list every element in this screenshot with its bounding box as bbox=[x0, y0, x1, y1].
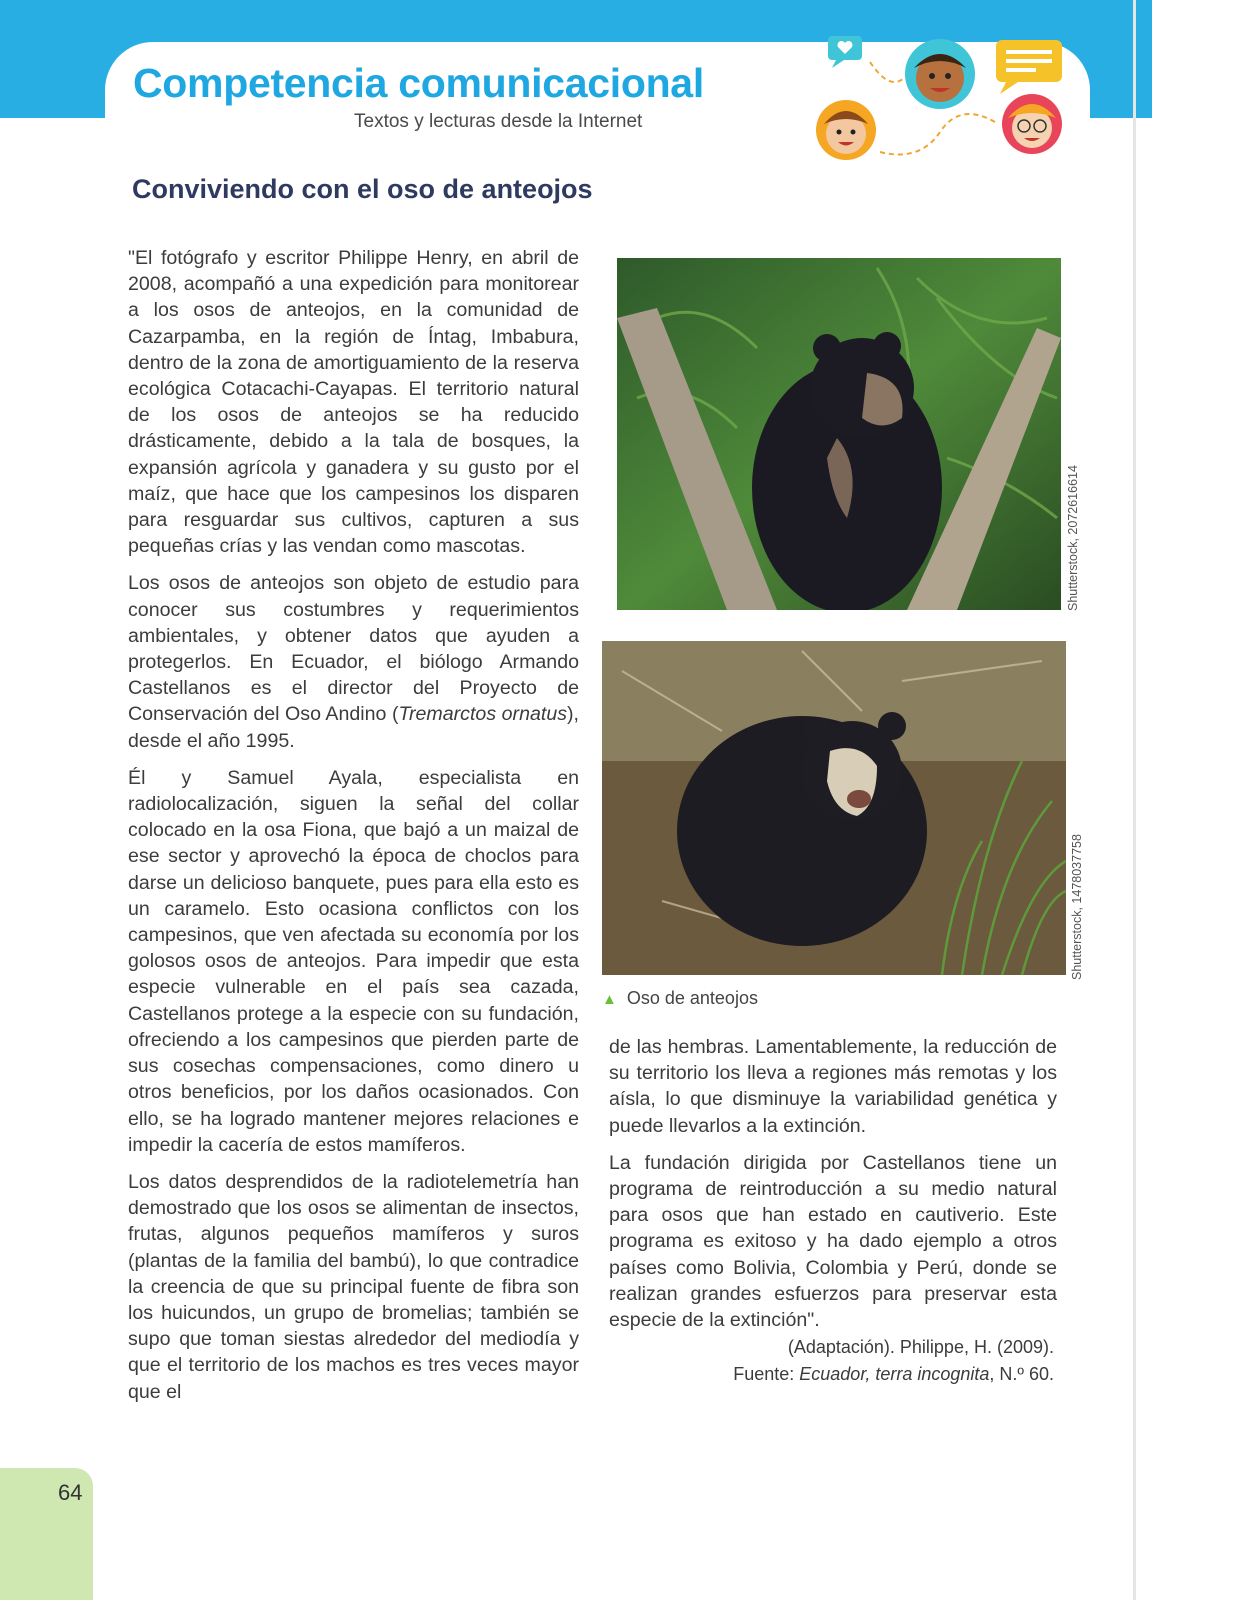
article-column-left bbox=[128, 245, 579, 1416]
article-title: Conviviendo con el oso de anteojos bbox=[132, 174, 593, 204]
child-avatar-icon bbox=[1002, 94, 1062, 154]
photo-credit: Shutterstock, 2072616614 bbox=[1066, 465, 1080, 611]
paragraph: Los osos de anteojos son objeto de estudio para conocer sus costumbres y requerimientos ambientales, y obtener datos que ayuden a protegerlos. En Ecuador, el biólogo Armando Castellanos es el director del Proyecto de Conservación del Oso Andino (Tremarctos ornatus), desde el año 1995. bbox=[128, 572, 579, 752]
chat-bubble-icon bbox=[996, 40, 1062, 94]
section-subtitle: Textos y lecturas desde la Internet bbox=[354, 111, 643, 132]
triangle-icon: ▲ bbox=[602, 991, 617, 1008]
child-avatar-icon bbox=[816, 100, 876, 160]
child-avatar-icon bbox=[905, 39, 975, 109]
page-edge bbox=[1133, 0, 1136, 1600]
paragraph: "El fotógrafo y escritor Philippe Henry, en abril de 2008, acompañó a una expedición para monitorear a los osos de anteojos, en la comunidad de Cazarpamba, en la región de Íntag, Imbabura, dentro de la zona de amortiguamiento de la reserva ecológica Cotacachi-Cayapas. El territorio natural de los osos de anteojos se ha reducido drásticamente, debido a la tala de bosques, la expansión agrícola y ganadera y su gusto por el maíz, que hace que los campesinos los disparen para resguardar sus cultivos, capturen a sus pequeñas crías y las vendan como mascotas. bbox=[128, 247, 579, 558]
source-citation: (Adaptación). Philippe, H. (2009). Fuente: Ecuador, terra incognita, N.º 60. bbox=[733, 1337, 1054, 1384]
paragraph: La fundación dirigida por Castellanos tiene un programa de reintroducción a su medio natural para osos que han estado en cautiverio. Este programa es exitoso y ha dado ejemplo a otros países como Bolivia, Colombia y Perú, donde se realizan grandes esfuerzos para preservar esta especie de la extinción". bbox=[609, 1151, 1057, 1332]
page-number: 64 bbox=[58, 1480, 83, 1505]
paragraph: Los datos desprendidos de la radiotelemetría han demostrado que los osos se alimentan de insectos, frutas, algunos pequeños mamíferos y suros (plantas de la familia del bambú), lo que contradice la creencia de que su principal fuente de fibra son los huicundos, un grupo de bromelias; también se supo que toman siestas alrededor del mediodía y que el territorio de los machos es tres veces mayor que el bbox=[128, 1170, 579, 1403]
bear-photo-resting bbox=[602, 641, 1066, 975]
kids-illustration bbox=[810, 32, 1080, 167]
bear-photo-standing bbox=[617, 258, 1061, 610]
photo-caption: ▲ Oso de anteojos bbox=[602, 988, 758, 1008]
paragraph: de las hembras. Lamentablemente, la reducción de su territorio los lleva a regiones más remotas y los aísla, lo que disminuye la variabilidad genética y puede llevarlos a la extinción. bbox=[609, 1036, 1057, 1137]
paragraph: Él y Samuel Ayala, especialista en radiolocalización, siguen la señal del collar colocado en la osa Fiona, que bajó a un maizal de ese sector y aprovechó la época de choclos para darse un delicioso banquete, pues para ella esto es un caramelo. Esto ocasiona conflictos con los campesinos, que ven afectada su economía por los golosos osos de anteojos. Para impedir que esta especie vulnerable en el país sea cazada, Castellanos protege a la especie con su fundación, ofreciendo a los campesinos que pierden parte de sus cosechas compensaciones, como dinero u otros beneficios, por los daños ocasionados. Con ello, se ha logrado mantener mejores relaciones e impedir la cacería de estos mamíferos. bbox=[128, 766, 579, 1156]
section-title: Competencia comunicacional bbox=[133, 60, 704, 106]
photo-credit: Shutterstock, 1478037758 bbox=[1070, 834, 1084, 980]
heart-speech-bubble-icon bbox=[828, 36, 862, 68]
article-column-right bbox=[609, 1034, 1057, 1344]
